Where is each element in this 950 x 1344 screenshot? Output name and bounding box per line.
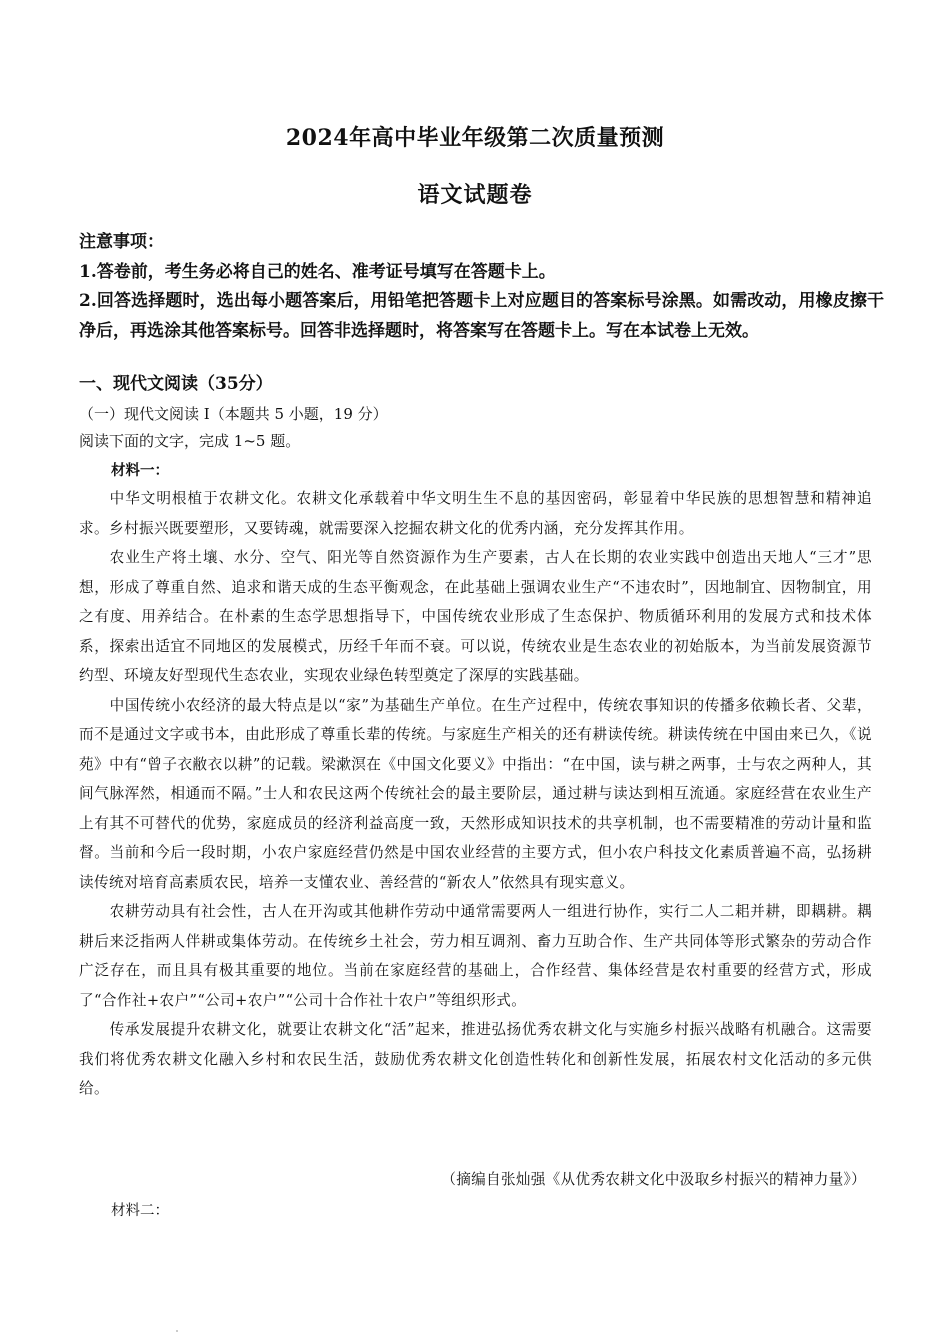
paragraph: 中华文明根植于农耕文化。农耕文化承载着中华文明生生不息的基因密码，彰显着中华民族的思想智慧和精神追求。乡村振兴既要塑形，又要铸魂，就需要深入挖掘农耕文化的优秀内涵，充分发挥其作用。 [79,490,872,537]
footer-mark [176,1330,178,1332]
section-heading: 一、现代文阅读（35分） [79,374,273,394]
paragraph: 中国传统小农经济的最大特点是以“家”为基础生产单位。在生产过程中，传统农事知识的传播多依赖长者、父辈，而不是通过文字或书本，由此形成了尊重长辈的传统。与家庭生产相关的还有耕读传统。耕读传统在中国由来已久，《说苑》中有“曾子衣敝衣以耕”的记载。梁漱溟在《中国文化要义》中指出：“在中国，读与耕之两事，士与农之两种人，其间气脉浑然，相通而不隔。”士人和农民这两个传统社会的最主要阶层，通过耕与读达到相互流通。家庭经营在农业生产上有其不可替代的优势，家庭成员的经济利益高度一致，天然形成知识技术的共享机制，也不需要精准的劳动计量和监督。当前和今后一段时期，小农户家庭经营仍然是中国农业经营的主要方式，但小农户科技文化素质普遍不高，弘扬耕读传统对培育高素质农民，培养一支懂农业、善经营的“新农人”依然具有现实意义。 [79,696,872,891]
exam-subtitle: 语文试题卷 [417,182,533,208]
notes-block [79,228,884,346]
notes-item-1: 1.答卷前，考生务必将自己的姓名、准考证号填写在答题卡上。 [79,261,556,282]
section-subheading: （一）现代文阅读 I（本题共 5 小题，19 分） [79,405,388,423]
notes-heading: 注意事项： [79,232,164,252]
paragraph: 农业生产将土壤、水分、空气、阳光等自然资源作为生产要素，古人在长期的农业实践中创造出天地人“三才”思想，形成了尊重自然、追求和谐天成的生态平衡观念，在此基础上强调农业生产“不违农时”，因地制宜、因物制宜，用之有度、用养结合。在朴素的生态学思想指导下，中国传统农业形成了生态保护、物质循环利用的发展方式和技术体系，探索出适宜不同地区的发展模式，历经千年而不衰。可以说，传统农业是生态农业的初始版本，为当前发展资源节约型、环境友好型现代生态农业，实现农业绿色转型奠定了深厚的实践基础。 [79,549,872,684]
material-one-text [79,484,872,1104]
exam-title: 2024年高中毕业年级第二次质量预测 [285,125,665,151]
material-one-label: 材料一： [111,462,169,479]
reading-instruction: 阅读下面的文字，完成 1~5 题。 [79,432,301,450]
material-two-label: 材料二： [111,1203,169,1219]
paragraph: 传承发展提升农耕文化，就要让农耕文化“活”起来，推进弘扬优秀农耕文化与实施乡村振兴战略有机融合。这需要我们将优秀农耕文化融入乡村和农民生活，鼓励优秀农耕文化创造性转化和创新性发展，拓展农村文化活动的多元供给。 [79,1021,872,1097]
paragraph: 农耕劳动具有社会性，古人在开沟或其他耕作劳动中通常需要两人一组进行协作，实行二人二耜并耕，即耦耕。耦耕后来泛指两人伴耕或集体劳动。在传统乡土社会，劳力相互调剂、畜力互助合作、生产共同体等形式繁杂的劳动合作广泛存在，而且具有极其重要的地位。当前在家庭经营的基础上，合作经营、集体经营是农村重要的经营方式，形成了“合作社+农户”“公司+农户”“公司十合作社十农户”等组织形式。 [79,903,872,1009]
source-citation: （摘编自张灿强《从优秀农耕文化中汲取乡村振兴的精神力量》） [441,1171,866,1188]
notes-item-2: 2.回答选择题时，选出每小题答案后，用铅笔把答题卡上对应题目的答案标号涂黑。如需改动，用橡皮擦干净后，再选涂其他答案标号。回答非选择题时，将答案写在答题卡上。写在本试卷上无效。 [79,291,884,341]
